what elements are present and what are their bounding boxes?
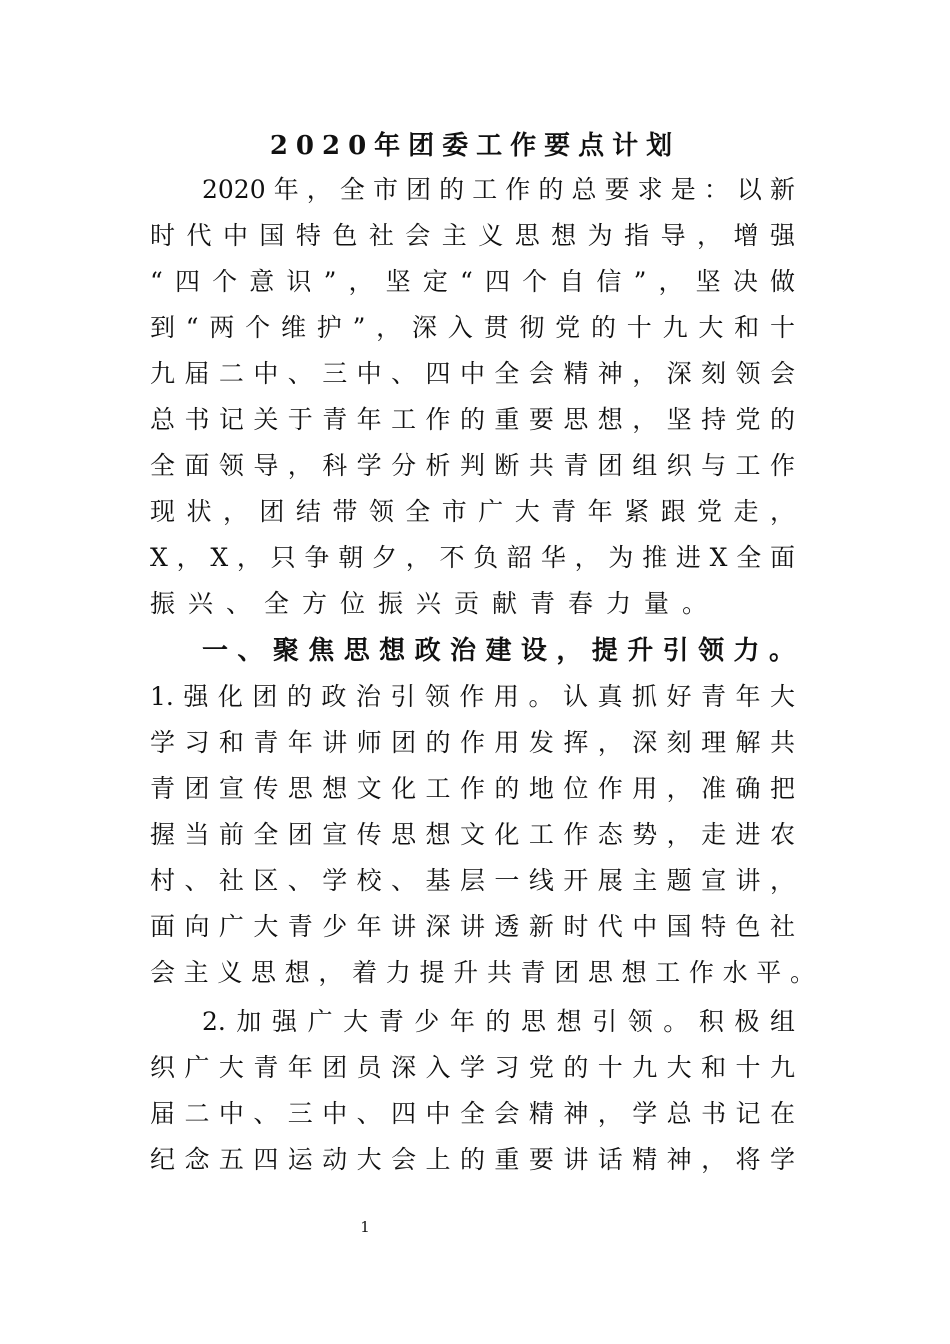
paragraph-line: 2.加强广大青少年的思想引领。积极组 [202,1007,795,1036]
paragraph-line: X，X，只争朝夕，不负韶华，为推进X全面 [150,543,795,572]
paragraph-line: 织广大青年团员深入学习党的十九大和十九 [150,1053,795,1082]
paragraph-line: 时代中国特色社会主义思想为指导，增强 [150,221,795,250]
page-number: 1 [360,1218,370,1236]
paragraph-line: 振兴、全方位振兴贡献青春力量。 [150,589,721,618]
paragraph-line: 握当前全团宣传思想文化工作态势，走进农 [150,820,795,849]
paragraph-line: 总书记关于青年工作的重要思想，坚持党的 [150,405,795,434]
paragraph-line: “四个意识”，坚定“四个自信”，坚决做 [150,267,795,296]
paragraph-line: 届二中、三中、四中全会精神，学总书记在 [150,1099,795,1128]
paragraph-line: 面向广大青少年讲深讲透新时代中国特色社 [150,912,795,941]
paragraph-line: 全面领导，科学分析判断共青团组织与工作 [150,451,795,480]
paragraph-line: 1.强化团的政治引领作用。认真抓好青年大 [150,682,795,711]
paragraph-line: 到“两个维护”，深入贯彻党的十九大和十 [150,313,795,342]
paragraph-line: 2020年，全市团的工作的总要求是：以新 [202,175,795,204]
section-heading: 一、聚焦思想政治建设，提升引领力。 [202,636,795,666]
paragraph-line: 会主义思想，着力提升共青团思想工作水平。 [150,958,815,987]
paragraph-line: 纪念五四运动大会上的重要讲话精神，将学 [150,1145,795,1174]
paragraph-line: 村、社区、学校、基层一线开展主题宣讲， [150,866,795,895]
paragraph-line: 学习和青年讲师团的作用发挥，深刻理解共 [150,728,795,757]
paragraph-line: 九届二中、三中、四中全会精神，深刻领会 [150,359,795,388]
document-title: 2020年团委工作要点计划 [269,131,681,161]
paragraph-line: 现状，团结带领全市广大青年紧跟党走， [150,497,795,526]
paragraph-line: 青团宣传思想文化工作的地位作用，准确把 [150,774,795,803]
